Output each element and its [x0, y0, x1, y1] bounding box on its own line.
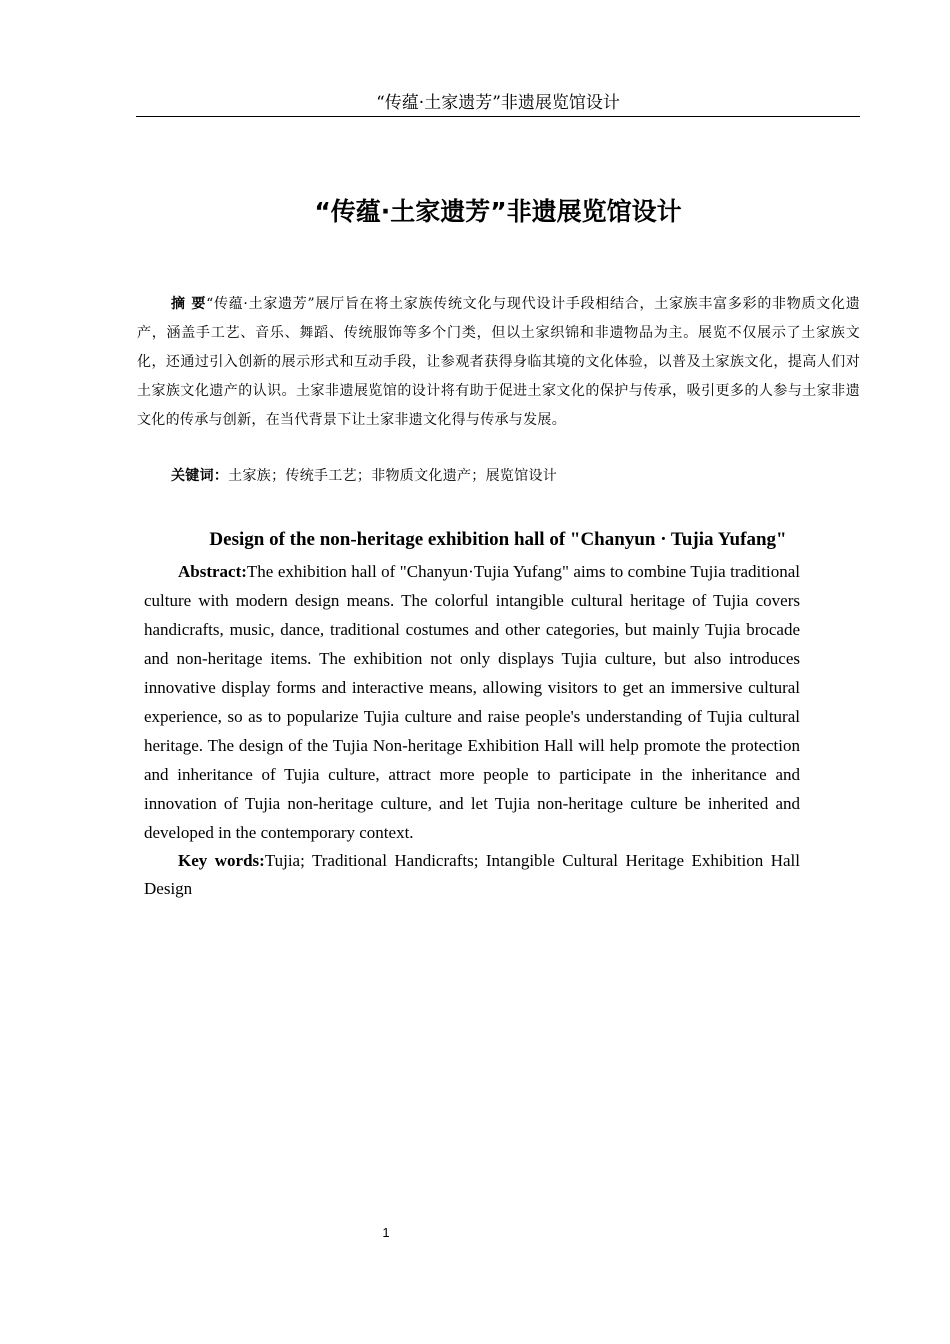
header-divider [136, 116, 860, 117]
chinese-keywords [137, 462, 860, 490]
english-abstract [144, 557, 800, 847]
english-keywords-text: Tujia; Traditional Handicrafts; Intangible Cultural Heritage Exhibition Hall Design [144, 851, 800, 898]
english-keywords-label: Key words: [178, 851, 265, 870]
english-abstract-text: The exhibition hall of "Chanyun·Tujia Yufang" aims to combine Tujia traditional culture with modern design means. The colorful intangible cultural heritage of Tujia covers handicrafts, music, dance, traditional costumes and other categories, but mainly Tujia brocade and non-heritage items. The exhibition not only displays Tujia culture, but also introduces innovative display forms and interactive means, allowing visitors to get an immersive cultural experience, so as to popularize Tujia culture and raise people's understanding of Tujia cultural heritage. The design of the Tujia Non-heritage Exhibition Hall will help promote the protection and inheritance of Tujia culture, attract more people to participate in the inheritance and innovation of Tujia non-heritage culture, and let Tujia non-heritage culture be inherited and developed in the contemporary context. [144, 562, 800, 842]
chinese-keywords-label: 关键词： [171, 468, 229, 484]
page-title: “传蕴·土家遗芳”非遗展览馆设计 [314, 197, 682, 226]
chinese-abstract-text: “传蕴·土家遗芳”展厅旨在将土家族传统文化与现代设计手段相结合，土家族丰富多彩的非物质文化遗产，涵盖手工艺、音乐、舞蹈、传统服饰等多个门类，但以土家织锦和非遗物品为主。展览不仅展示了土家族文化，还通过引入创新的展示形式和互动手段，让参观者获得身临其境的文化体验，以普及土家族文化，提高人们对土家族文化遗产的认识。土家非遗展览馆的设计将有助于促进土家文化的保护与传承，吸引更多的人参与土家非遗文化的传承与创新，在当代背景下让土家非遗文化得与传承与发展。 [137, 296, 861, 428]
chinese-abstract-label: 摘 要 [171, 296, 207, 312]
page-number: 1 [382, 1225, 390, 1240]
chinese-keywords-text: 土家族；传统手工艺；非物质文化遗产；展览馆设计 [228, 468, 558, 484]
english-keywords [144, 847, 800, 903]
running-header: “传蕴·土家遗芳”非遗展览馆设计 [376, 93, 620, 113]
english-title: Design of the non-heritage exhibition hall of "Chanyun · Tujia Yufang" [209, 529, 787, 550]
chinese-abstract [137, 290, 860, 435]
english-abstract-label: Abstract: [178, 562, 247, 581]
